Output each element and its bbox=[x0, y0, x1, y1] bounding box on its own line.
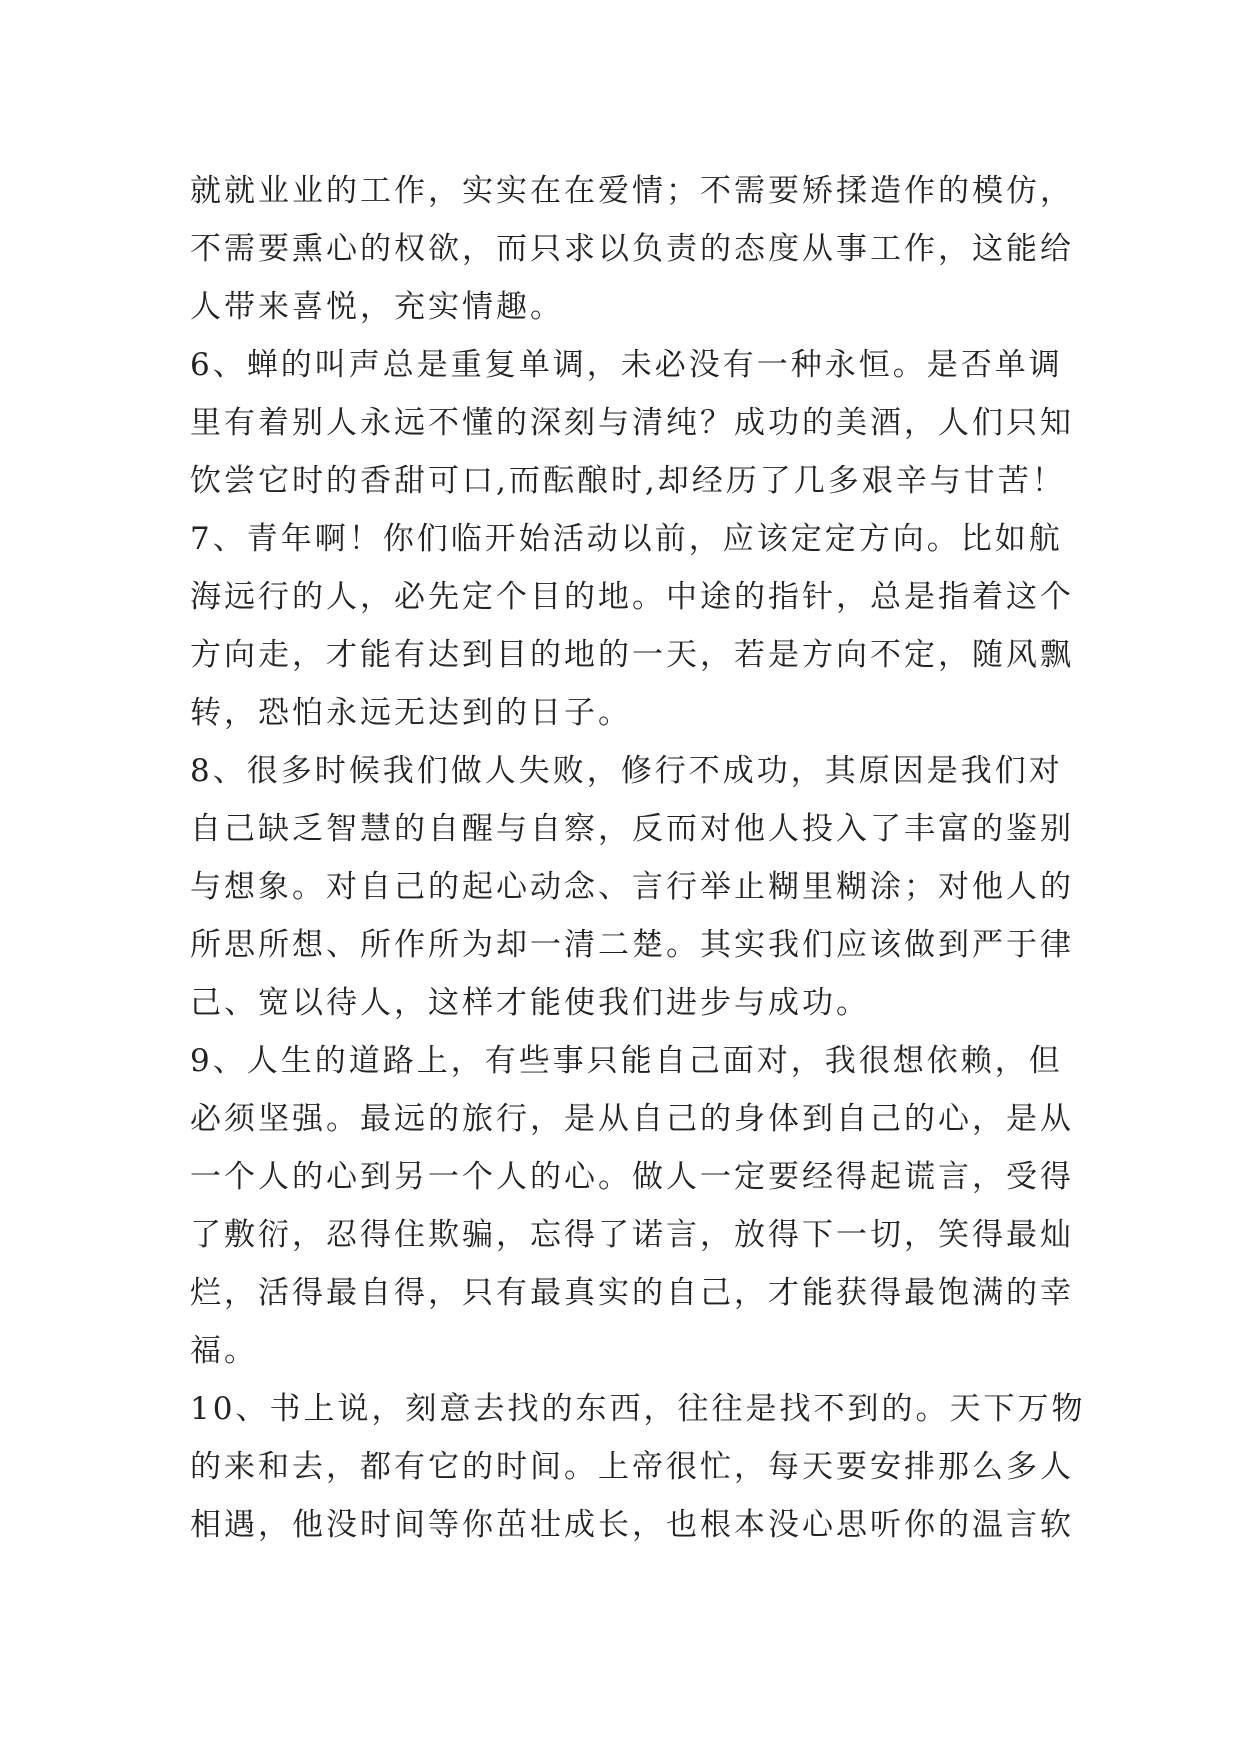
text-line: 的来和去，都有它的时间。上帝很忙，每天要安排那么多人 bbox=[190, 1449, 1074, 1485]
text-line: 6、蝉的叫声总是重复单调，未必没有一种永恒。是否单调 bbox=[190, 347, 1063, 383]
text-line: 里有着别人永远不懂的深刻与清纯？成功的美酒，人们只知 bbox=[190, 405, 1074, 441]
text-line: 8、很多时候我们做人失败，修行不成功，其原因是我们对 bbox=[190, 753, 1063, 789]
text-line: 海远行的人，必先定个目的地。中途的指针，总是指着这个 bbox=[190, 579, 1074, 615]
text-line: 所思所想、所作所为却一清二楚。其实我们应该做到严于律 bbox=[190, 927, 1074, 963]
text-line: 自己缺乏智慧的自醒与自察，反而对他人投入了丰富的鉴别 bbox=[190, 811, 1074, 847]
document-body bbox=[190, 162, 1086, 1554]
text-line: 人带来喜悦，充实情趣。 bbox=[190, 289, 564, 325]
text-line: 9、人生的道路上，有些事只能自己面对，我很想依赖，但 bbox=[190, 1043, 1063, 1079]
text-line: 一个人的心到另一个人的心。做人一定要经得起谎言，受得 bbox=[190, 1159, 1074, 1195]
text-line: 方向走，才能有达到目的地的一天，若是方向不定，随风飘 bbox=[190, 637, 1074, 673]
text-line: 就就业业的工作，实实在在爱情；不需要矫揉造作的模仿， bbox=[190, 173, 1074, 209]
text-line: 转，恐怕永远无达到的日子。 bbox=[190, 695, 632, 731]
text-line: 不需要熏心的权欲，而只求以负责的态度从事工作，这能给 bbox=[190, 231, 1074, 267]
text-line: 相遇，他没时间等你茁壮成长，也根本没心思听你的温言软 bbox=[190, 1507, 1074, 1543]
text-line: 10、书上说，刻意去找的东西，往往是找不到的。天下万物 bbox=[190, 1391, 1086, 1427]
text-line: 饮尝它时的香甜可口,而酝酿时,却经历了几多艰辛与甘苦！ bbox=[190, 463, 1066, 499]
text-line: 己、宽以待人，这样才能使我们进步与成功。 bbox=[190, 985, 870, 1021]
text-line: 必须坚强。最远的旅行，是从自己的身体到自己的心，是从 bbox=[190, 1101, 1074, 1137]
text-line: 烂，活得最自得，只有最真实的自己，才能获得最饱满的幸 bbox=[190, 1275, 1074, 1311]
text-line: 7、青年啊！你们临开始活动以前，应该定定方向。比如航 bbox=[190, 521, 1063, 557]
text-line: 了敷衍，忍得住欺骗，忘得了诺言，放得下一切，笑得最灿 bbox=[190, 1217, 1074, 1253]
text-line: 福。 bbox=[190, 1333, 258, 1369]
text-line: 与想象。对自己的起心动念、言行举止糊里糊涂；对他人的 bbox=[190, 869, 1074, 905]
